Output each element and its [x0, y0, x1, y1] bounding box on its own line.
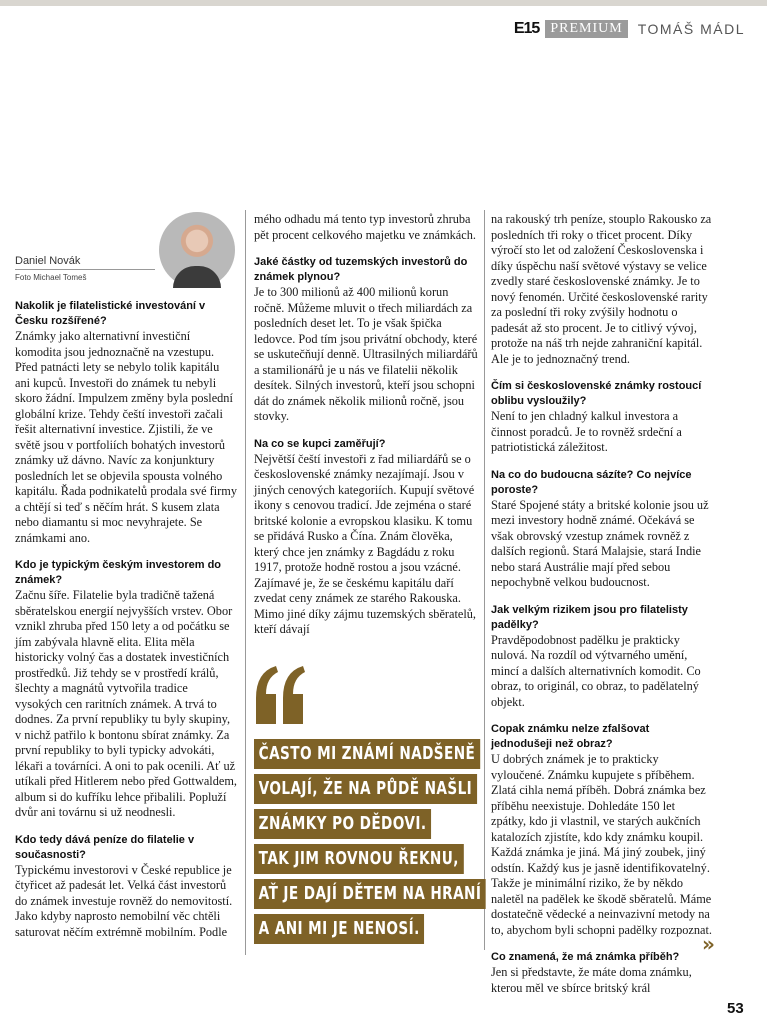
- answer: Je to 300 milionů až 400 milionů korun ročně. Můžeme mluvit o třech miliardách za posledních deset let. To je však špička ledovce. Pod tím jsou privátní obchody, které se uskutečňují denně. Ultrasilných miliardářů a stamilionářů je u nás ve filatelii několik desítek. Silných investorů, kteří jsou schopni dát do známek několik milionů ročně, jsou stovky.: [254, 285, 478, 423]
- page-header: [514, 20, 745, 38]
- answer: na rakouský trh peníze, stouplo Rakousko za posledních tři roky o třicet procent. Díky výročí sto let od založení Československa i díky úspěchu naší světové výstavy se velice zvedly staré československé známky. Je to nový fenomén. Určité československé rarity za poslední tři roky zvýšily hodnotu o padesát až sto procent. Je to citlivý vývoj, protože na náš trh nejde zahraniční kapitál. Ale je to jednoznačný trend.: [491, 212, 712, 366]
- answer: mého odhadu má tento typ investorů zhruba pět procent celkového majetku ve známkách.: [254, 212, 476, 242]
- answer: Pravděpodobnost padělku je prakticky nulová. Na rozdíl od výtvarného umění, mincí a dalších alternativních komodit. Co obraz, to originál, co obraz, to padělatelný objekt.: [491, 632, 701, 709]
- question: Nakolik je filatelistické investování v Česku rozšířené?: [15, 300, 206, 327]
- answer: Typickému investorovi v České republice je čtyřicet až padesát let. Velká část investorů do známek investuje rovněž do nemovitostí. Jako kdyby naprosto nemobilní věc chtěli saturovat něčím extrémně mobilním. Podle: [15, 862, 233, 939]
- answer: U dobrých známek je to prakticky vyloučené. Známku kupujete s příběhem. Zlatá cihla nemá příběh. Dobrá známka bez příběhu neexistuje. Dohledáte 150 let zpátky, kdo ji vlastnil, ve starých aukčních katalozích zjistíte, kdo kdy známku koupil. Každá známka je jiná. Má jiný zoubek, jiný odstín. Každý kus je jasně identifikovatelný. Takže je minimální riziko, že by někdo naletěl na padělek ke škodě sběratelů. Máme dostatečně vědecké a neinvazivní metody na to, abychom byli schopni padělky rozpoznat.: [491, 752, 712, 937]
- pull-quote-line: VOLAJÍ, ŽE NA PŮDĚ NAŠLI: [254, 774, 477, 804]
- answer: Není to jen chladný kalkul investora a činnost poradců. Je to rovněž srdeční a patriotistická záležitost.: [491, 409, 682, 454]
- pull-quote: [254, 664, 484, 949]
- quote-mark-icon: [254, 664, 306, 726]
- continue-arrow-icon: »: [702, 932, 715, 956]
- pull-quote-line: ČASTO MI ZNÁMÍ NADŠENĚ: [254, 739, 480, 769]
- question: Jaké částky od tuzemských investorů do známek plynou?: [254, 256, 468, 283]
- answer: Známky jako alternativní investiční komodita jsou jednoznačně na vzestupu. Před patnácti lety se nebylo tolik kapitálu ani kupců. Investoři do známek tu nebyli skoro žádní. Impulzem změny byla poslední globální krize. Tehdy čeští investoři začali řešit alternativní investice. Zjistili, že ve světě jsou v portfoliích bohatých investorů známky už dávno. Navíc za konjunktury posledních let se objevila spousta volného kapitálu. Řada podnikatelů prodala své firmy a chtějí si teď s něčím hrát. S kusem zlata nebo diamantu si moc nevyhrajete. Se známkami ano.: [15, 329, 237, 545]
- column-2: [254, 212, 478, 650]
- question: Na co do budoucna sázíte? Co nejvíce poroste?: [491, 468, 692, 496]
- question: Kdo je typickým českým investorem do známek?: [15, 559, 222, 586]
- question: Kdo tedy dává peníze do filatelie v současnosti?: [15, 833, 195, 861]
- answer: Největší čeští investoři z řad miliardářů se o československé známky nezajímají. Jsou v jiných cenových kategoriích. Kupují světové ikony s cenovou tradicí. Jde zejména o staré britské kolonie a evropskou klasiku. K tomu se přidává Rusko a Čína. Znám člověka, který chce jen známky z Bagdádu z roku 1917, protože hodně rostou a jsou vzácné. Zajímavé je, že se českému kapitálu daří zvedat ceny známek ze starého Rakouska. Mimo jiné díky zájmu tuzemských sběratelů, kteří dávají: [254, 451, 476, 636]
- answer: Začnu šíře. Filatelie byla tradičně tažená sběratelskou energií nejvyšších vrstev. Obor vznikl zhruba před 150 lety a od počátku se jím zabývala hlavně elita. Elita měla historicky volný čas a dostatek investičních prostředků. Již tehdy se v prostředí králů, šlechty a magnátů vytvořila tradice vysokých cen raritních známek. A trvá to dodnes. Za první republiky tu byly skupiny, v nichž patřilo k bontonu sbírat známky. Za první republiky to byli typicky advokáti, lékaři a továrníci. A oni to pak ocenili. Ať už utíkali před Hitlerem nebo před Gottwaldem, album si do kufříku lehce přibalili. Popluží dvůr ani továrnu si už neodnesli.: [15, 588, 237, 819]
- pull-quote-line: TAK JIM ROVNOU ŘEKNU,: [254, 844, 463, 874]
- pull-quote-line: ZNÁMKY PO DĚDOVI.: [254, 809, 431, 839]
- photo-credit: Foto Michael Tomeš: [15, 273, 87, 282]
- question: Na co se kupci zaměřují?: [254, 437, 386, 450]
- pull-quote-line: AŤ JE DAJÍ DĚTEM NA HRANÍ: [254, 879, 486, 909]
- question: Co znamená, že má známka příběh?: [491, 951, 680, 963]
- column-1: [15, 212, 237, 952]
- scan-edge: [0, 0, 767, 6]
- question: Čím si československé známky rostoucí oblibu vysloužily?: [491, 380, 702, 407]
- byline-name: Daniel Novák: [15, 255, 155, 270]
- question: Copak známku nelze zfalšovat jednodušeji než obraz?: [491, 723, 650, 750]
- header-author: TOMÁŠ MÁDL: [637, 21, 745, 37]
- page-number: 53: [727, 1000, 744, 1017]
- column-3: [491, 212, 713, 1008]
- byline-block: [15, 212, 237, 294]
- portrait-photo: [159, 212, 235, 288]
- premium-badge: PREMIUM: [545, 20, 627, 38]
- pull-quote-line: A ANI MI JE NENOSÍ.: [254, 914, 424, 944]
- answer: Jen si představte, že máte doma známku, kterou měl ve sbírce britský král: [491, 965, 692, 995]
- e15-logo: E15: [513, 20, 540, 37]
- column-divider: [245, 210, 246, 955]
- column-divider: [484, 210, 485, 950]
- question: Jak velkým rizikem jsou pro filatelisty padělky?: [491, 603, 688, 631]
- answer: Staré Spojené státy a britské kolonie jsou už mezi investory hodně známé. Očekává se však obrovský vzestup známek rovněž z dalších regionů. Stará Malajsie, stará Indie nebo stará Austrálie mají před sebou nepochybně velkou budoucnost.: [491, 497, 709, 589]
